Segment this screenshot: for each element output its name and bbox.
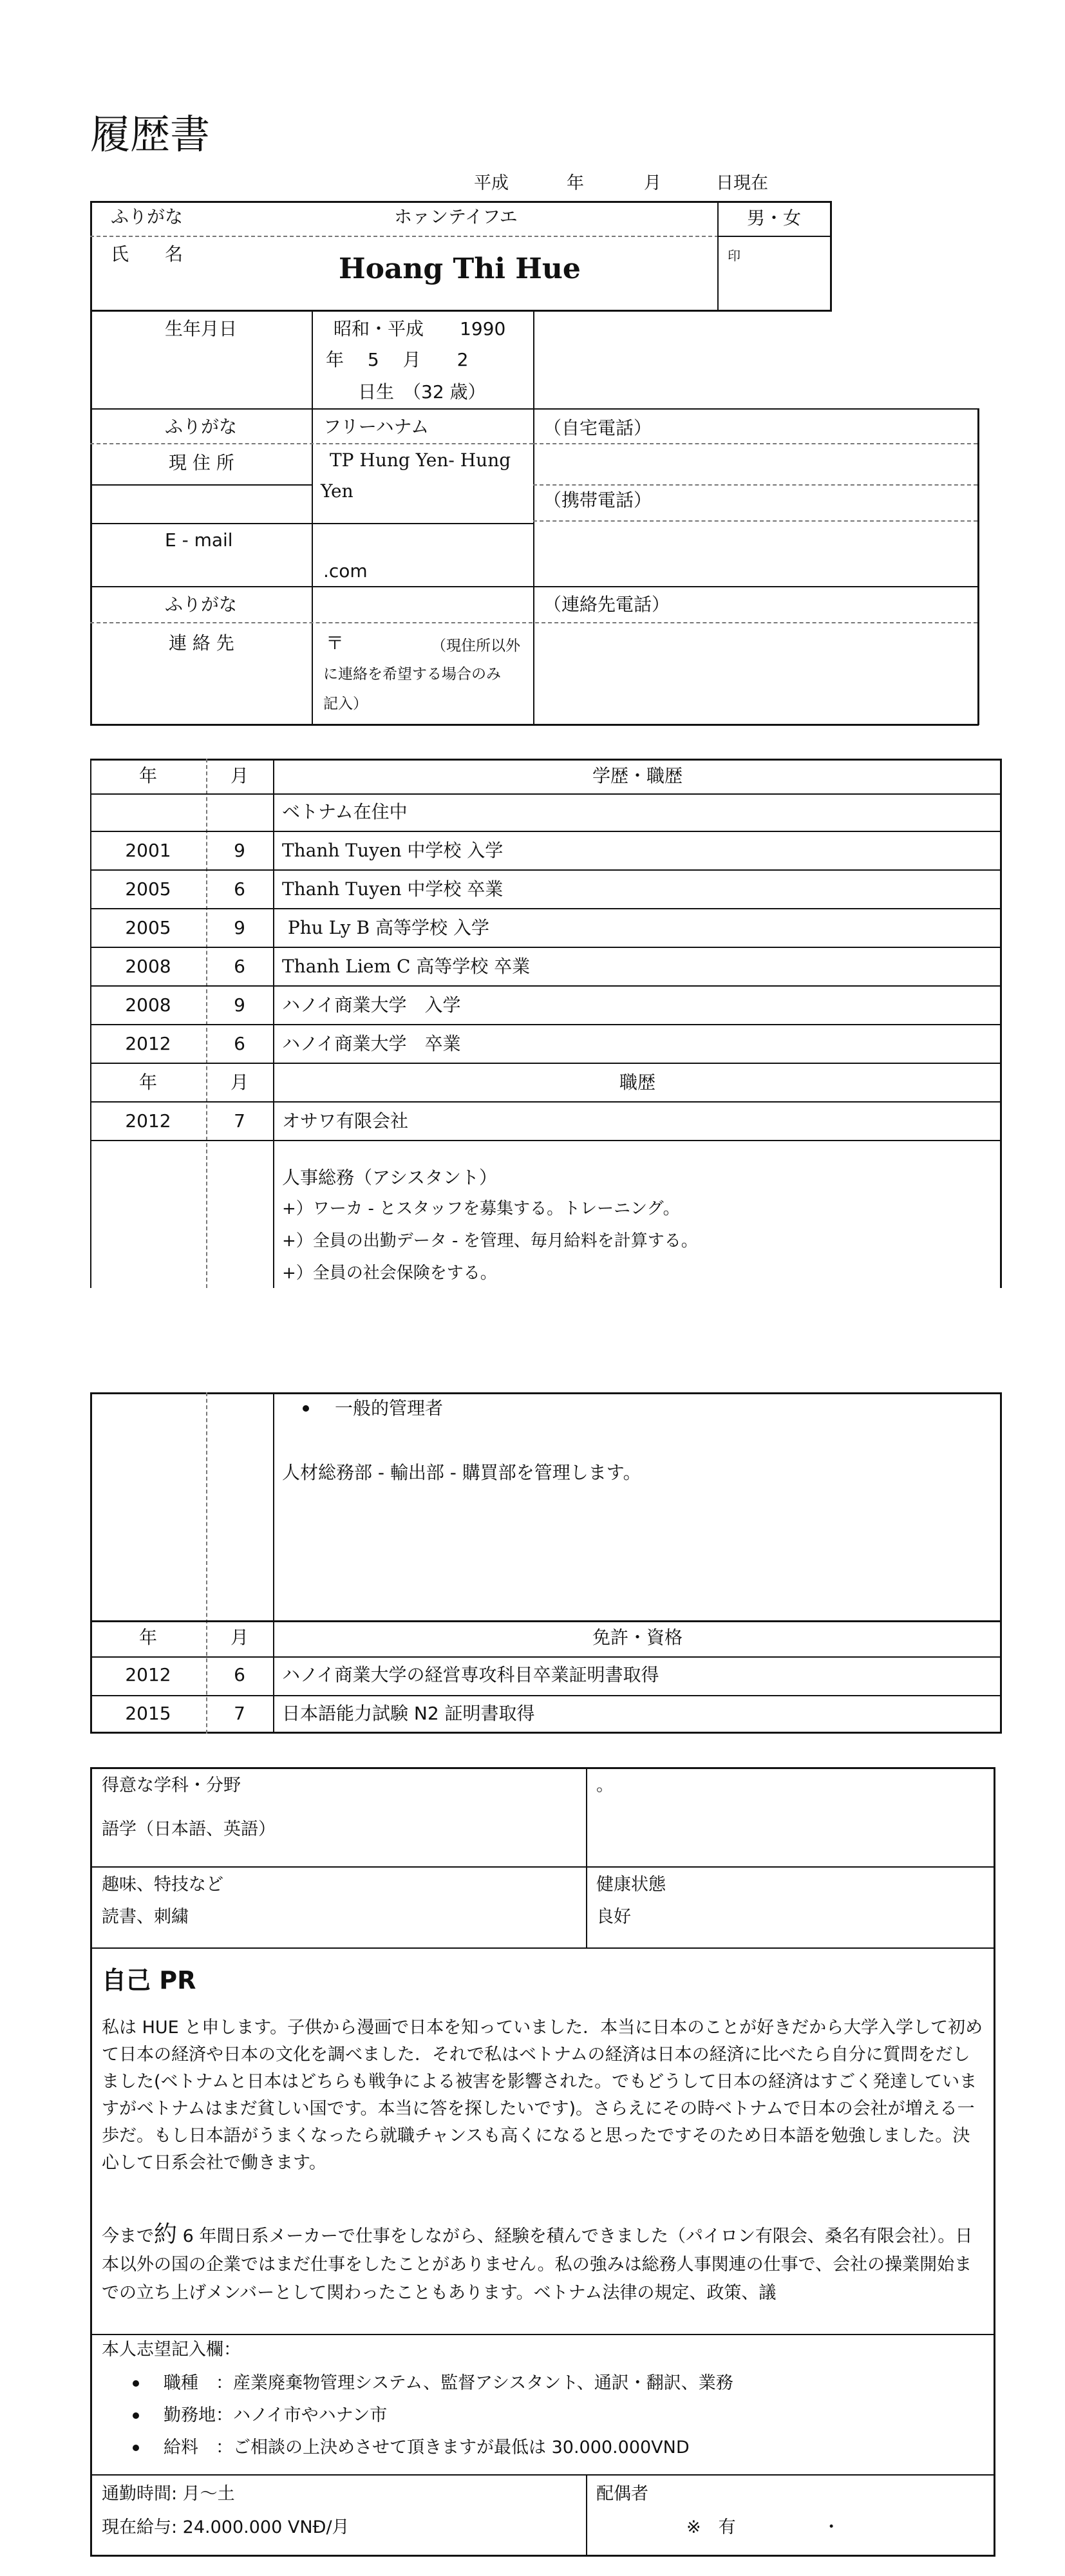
mobile-phone-label: （携帯電話） [543,489,652,511]
email-top [90,523,533,524]
seal-mark: 印 [728,248,740,263]
health-label: 健康状態 [596,1875,666,1895]
career-header-month: 月 [230,1072,249,1093]
edu-row-line-2 [90,831,1002,832]
edu-row-line-7 [90,1024,1002,1025]
edu-row-3-text: Phu Ly B 高等学校 入学 [282,917,489,938]
license-header-title: 免許・資格 [592,1627,683,1648]
edu-row-5-year: 2008 [125,994,171,1016]
edu-row-line-3 [90,869,1002,871]
pr-paragraph-1: 私は HUE と申します。子供から漫画で日本を知っていました．本当に日本のことが好きだから大学入学して初めて日本の経済や日本の文化を調べました．それで私はベトナムの経済は日本の経済に比べたら自分に質問をだしました(ベトナムと日本はどちらも戦争による被害を影響された。でもどうして日本の経済はすごく発達していますがベトナムはまだ貧しい国です。本当に答を探したいです)。さらえにその時ベトナムで日本の会社が増える一歩だ。もし日本語がうまくなったら就職チャンスも高くになると思ったですそのため日本語を勉強しました。決心して日系会社で働きます。 [102,2018,983,2173]
email-bottom [90,586,979,587]
license-header-top [90,1620,1002,1622]
furigana-label: ふりがな [111,206,184,227]
pr-paragraph-2-lead: 今まで [102,2226,154,2246]
contact-furigana-divider [90,622,977,623]
birth-line-3: 日生 （32 歳） [358,381,486,402]
subjects-label: 得意な学科・分野 [102,1776,241,1795]
profile-row-line-2 [90,1947,995,1949]
edu-row-2-month: 6 [234,878,245,900]
edu-month-divider [273,759,274,1288]
license-row-2-year: 2015 [125,1703,171,1724]
edu-row-3-year: 2005 [125,917,171,938]
career-header-year: 年 [138,1072,157,1093]
contact-label: 連 絡 先 [169,632,234,654]
wish-bullet-2 [133,2412,139,2419]
pr-paragraph-2-big: 約 [154,2221,178,2248]
home-phone-divider [533,443,977,444]
spouse-value: ※ 有 ・ [686,2517,840,2537]
full-name: Hoang Thi Hue [339,252,581,285]
license-row-line [90,1695,1002,1696]
wish-item-3: 給料 ：ご相談の上決めさせて頂きますが最低は 30.000.000VND [164,2438,690,2458]
block-bottom [90,724,979,726]
mobile-divider [533,484,977,486]
date-suffix: 日現在 [716,173,768,193]
edu-row-line-10 [90,1140,1002,1141]
edu-row-line-9 [90,1101,1002,1103]
document-title: 履歴書 [90,111,211,158]
current-salary: 現在給与: 24.000.000 VNĐ/月 [102,2517,350,2537]
home-phone-label: （自宅電話） [543,417,652,439]
health-value: 良好 [596,1907,631,1927]
subjects-value: 語学（日本語、英語） [102,1819,276,1839]
edu-row-line-6 [90,985,1002,987]
profile-row-line-3 [90,2334,995,2335]
edu-row-4-text: Thanh Liem C 高等学校 卒業 [282,956,531,977]
edu-row-1-year: 2001 [125,840,171,861]
contact-note-2: に連絡を希望する場合のみ [323,666,501,683]
hobbies-value: 読書、刺繍 [102,1907,189,1927]
address-line-1: TP Hung Yen- Hung [330,450,511,471]
bullet-dot [303,1405,309,1412]
wish-label: 本人志望記入欄： [102,2340,241,2360]
pr-title: 自己 PR [102,1966,196,1994]
pr-paragraph-2-rest: 6 年間日系メーカーで仕事をしながら、経験を積んできました（パイロン有限会、桑名有限会社）。日本以外の国の企業ではまだ仕事をしたことがありません。私の強みは総務人事関連の仕事で、会社の操業開始までの立ち上げメンバーとして関わったこともあります。ベトナム法律の規定、政策、議 [102,2226,973,2303]
profile-row-line-1 [90,1866,995,1868]
name-label: 氏 名 [111,243,184,265]
career-duty-3: +）全員の社会保険をする。 [282,1264,497,1283]
spouse-label: 配偶者 [596,2484,648,2504]
right-top-mark: 。 [596,1776,614,1795]
contact-postal: 〒 [326,632,344,654]
career-bullet: 一般的管理者 [335,1397,444,1419]
name-right-divider [717,201,719,312]
address-line-2: Yen [321,480,353,502]
email-label: E - mail [165,529,233,551]
profile-mid-divider-top [586,1767,587,1949]
edu-row-5-month: 9 [234,994,245,1016]
license-row-2-text: 日本語能力試験 N2 証明書取得 [282,1703,535,1724]
career-bullet-desc: 人材総務部 - 輸出部 - 購買部を管理します。 [282,1462,641,1483]
contact-note-3: 記入） [323,696,368,712]
gender-divider [717,236,832,237]
edu-year-divider [206,759,207,1288]
left-border [90,312,92,725]
date-month: 月 [644,173,661,193]
address-label-line [90,484,312,486]
edu-header-month: 月 [230,765,249,786]
career-duty-1: +）ワーカ - とスタッフを募集する。トレーニング。 [282,1199,680,1218]
edu-row-2-text: Thanh Tuyen 中学校 卒業 [282,878,504,900]
wish-item-2: 勤務地：ハノイ市やハナン市 [164,2405,388,2425]
license-row-1-text: ハノイ商業大学の経営専攻科目卒業証明書取得 [282,1664,659,1685]
commute-time: 通勤時間: 月～土 [102,2484,235,2504]
email-value: .com [323,560,368,582]
career-company-month: 7 [234,1110,245,1132]
career-duty-2: +）全員の出勤データ - を管理、毎月給料を計算する。 [282,1231,698,1251]
label-col-divider [312,312,313,725]
wish-item-1: 職種 ：産業廃棄物管理システム、監督アシスタント、通訳・翻訳、業務 [164,2373,733,2393]
address-label: 現 住 所 [169,452,234,473]
edu-row-3-month: 9 [234,917,245,938]
contact-phone-label: （連絡先電話） [543,594,670,615]
edu-row-2-year: 2005 [125,878,171,900]
edu-row-4-month: 6 [234,956,245,977]
license-row-1-year: 2012 [125,1664,171,1685]
wish-bullet-3 [133,2445,139,2451]
profile-row-line-4 [90,2474,995,2476]
right-border [977,408,979,725]
birth-right-border [533,312,534,410]
license-row-2-month: 7 [234,1703,245,1724]
furigana-value: ホァンテイフエ [394,206,518,227]
edu-row-line-4 [90,908,1002,909]
career2-month-divider [273,1392,274,1734]
addr-furigana-divider [90,443,533,444]
edu-row-6-year: 2012 [125,1033,171,1054]
license-header-year: 年 [138,1627,157,1648]
license-header-month: 月 [230,1627,249,1648]
hobbies-label: 趣味、特技など [102,1875,223,1895]
furigana-divider [90,236,719,237]
career-company-year: 2012 [125,1110,171,1132]
birth-line-2: 年 5 月 2 [326,349,469,370]
date-era: 平成 [474,173,509,193]
edu-row-5-text: ハノイ商業大学 入学 [282,994,461,1016]
edu-row-4-year: 2008 [125,956,171,977]
edu-header-title: 学歴・職歴 [592,765,683,786]
edu-header-year: 年 [138,765,157,786]
addr-furigana-value: フリーハナム [323,416,429,437]
career-company: オサワ有限会社 [282,1110,409,1132]
edu-row-6-text: ハノイ商業大学 卒業 [282,1033,461,1054]
birth-line-1: 昭和・平成 1990 [334,318,506,339]
edu-row-1-month: 9 [234,840,245,861]
addr-furigana-label: ふりがな [165,416,238,437]
edu-row-6-month: 6 [234,1033,245,1054]
license-row-1-month: 6 [234,1664,245,1685]
edu-row-1-text: Thanh Tuyen 中学校 入学 [282,840,504,861]
wish-bullet-1 [133,2380,139,2387]
contact-furigana-label: ふりがな [165,594,238,615]
edu-row-line-5 [90,947,1002,948]
date-year: 年 [567,173,584,193]
career-header-title: 職歴 [619,1072,655,1093]
phone-col-divider [533,408,534,725]
pr-paragraph-2 [102,2221,985,2334]
birth-label: 生年月日 [165,318,238,339]
career-role: 人事総務（アシスタント） [282,1167,498,1188]
edu-row-0-text: ベトナム在住中 [282,801,408,822]
license-header-bottom [90,1656,1002,1658]
edu-row-line-1 [90,793,1002,795]
edu-row-line-8 [90,1063,1002,1064]
birth-bottom [90,408,979,410]
contact-note-1: （現住所以外 [431,638,520,654]
mobile-bottom [533,520,977,522]
gender-field[interactable]: 男・女 [747,207,802,229]
profile-mid-divider-bottom [586,2474,587,2557]
